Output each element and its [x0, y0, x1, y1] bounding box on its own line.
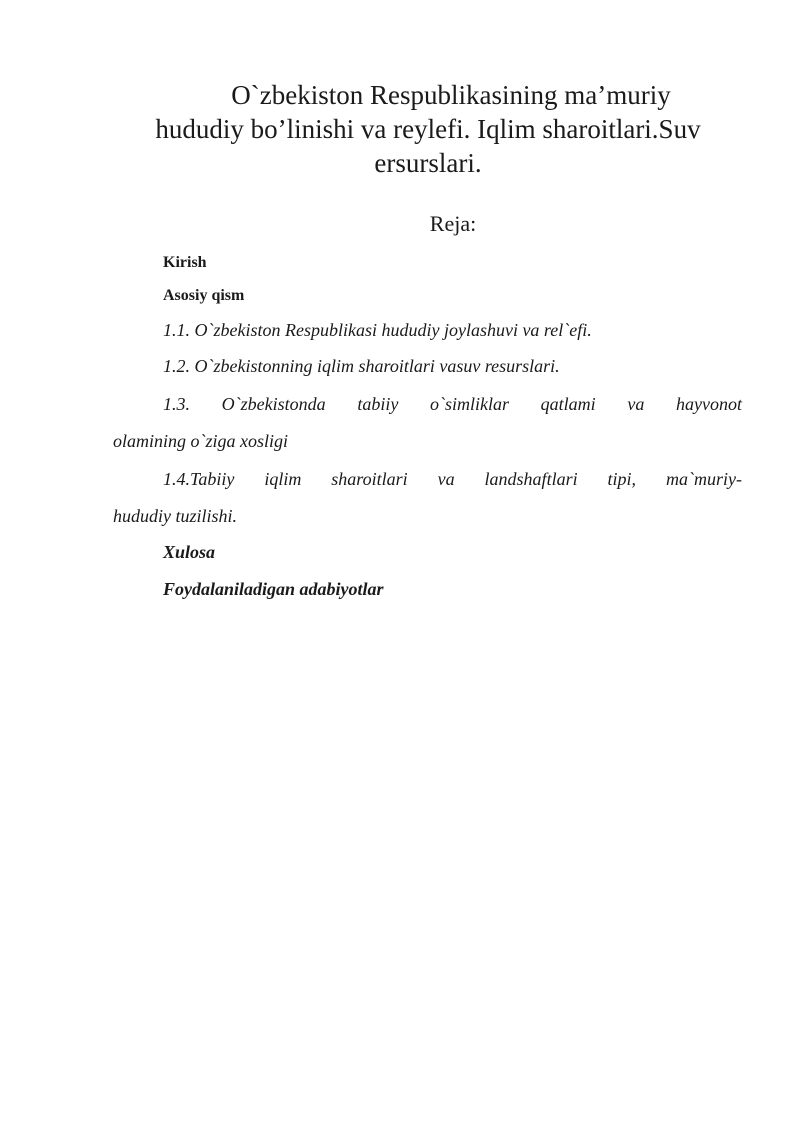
- title-line-1: O`zbekiston Respublikasining ma’muriy: [231, 80, 671, 110]
- title-line-3: ersurslari.: [374, 148, 482, 178]
- plan-item-1-4: [113, 461, 742, 535]
- document-title: [110, 78, 746, 180]
- plan-item-main-part: Asosiy qism: [163, 287, 245, 304]
- plan-item-1-4-line-2: hududiy tuzilishi.: [113, 506, 238, 526]
- plan-item-1-2: 1.2. O`zbekistonning iqlim sharoitlari vasuv resurslari.: [163, 356, 560, 376]
- plan-item-intro: Kirish: [163, 254, 207, 271]
- plan-item-1-4-line-1: 1.4.Tabiiy iqlim sharoitlari va landshaftlari tipi, ma`muriy-: [163, 469, 742, 489]
- plan-item-1-3-line-2: olamining o`ziga xosligi: [113, 431, 288, 451]
- title-line-2: hududiy bo’linishi va reylefi. Iqlim sharoitlari.Suv: [155, 114, 701, 144]
- plan-item-1-3-line-1: 1.3. O`zbekistonda tabiiy o`simliklar qatlami va hayvonot: [163, 394, 742, 414]
- plan-item-references: Foydalaniladigan adabiyotlar: [163, 579, 384, 599]
- plan-item-1-3: [113, 386, 742, 460]
- plan-heading: Reja:: [429, 211, 477, 236]
- plan-item-conclusion: Xulosa: [163, 542, 216, 562]
- plan-item-1-1: 1.1. O`zbekiston Respublikasi hududiy joylashuvi va rel`efi.: [163, 320, 592, 340]
